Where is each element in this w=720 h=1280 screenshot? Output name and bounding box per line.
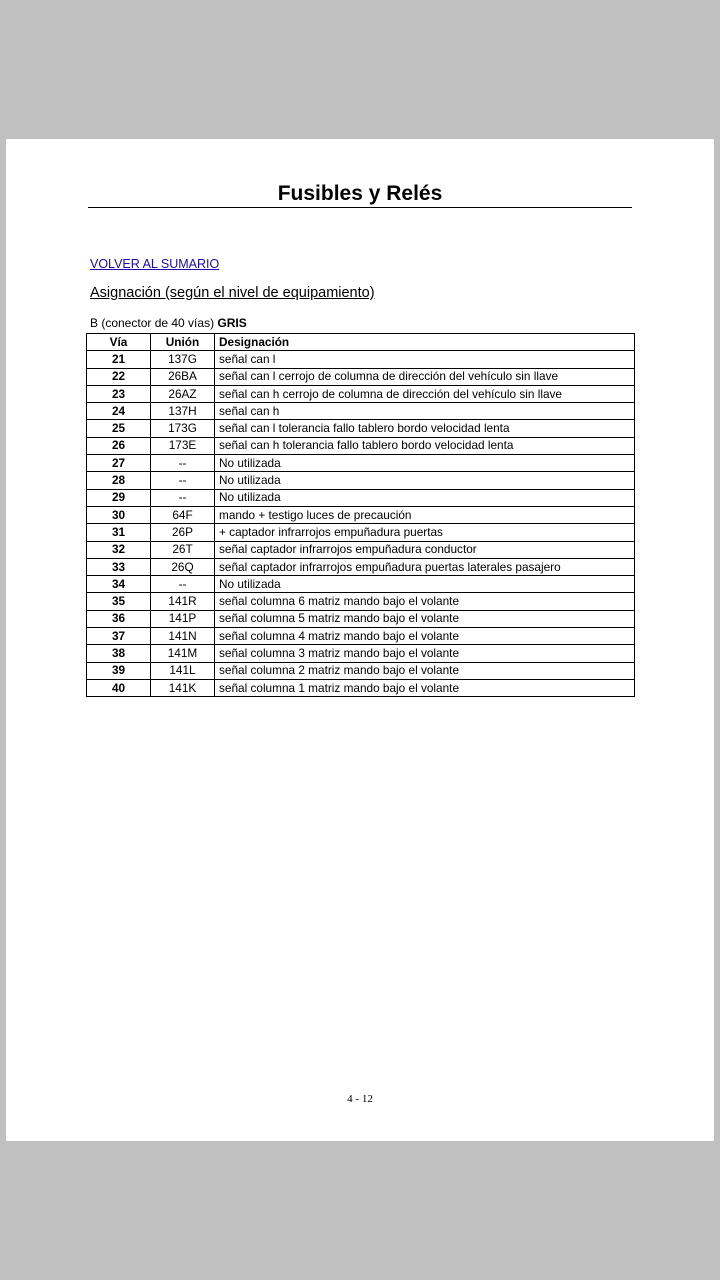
connector-caption-prefix: B (conector de 40 vías) [90, 316, 215, 330]
cell-union: 141K [151, 679, 215, 696]
table-row [87, 558, 635, 575]
cell-designation: señal can h cerrojo de columna de dirección del vehículo sin llave [215, 385, 635, 402]
cell-designation: señal columna 3 matriz mando bajo el volante [215, 645, 635, 662]
cell-via: 23 [87, 385, 151, 402]
cell-designation: señal can l cerrojo de columna de dirección del vehículo sin llave [215, 368, 635, 385]
cell-union: 141R [151, 593, 215, 610]
table-row [87, 679, 635, 696]
cell-designation: señal columna 6 matriz mando bajo el volante [215, 593, 635, 610]
cell-union: 141N [151, 628, 215, 645]
table-row [87, 351, 635, 368]
cell-designation: señal columna 5 matriz mando bajo el volante [215, 610, 635, 627]
table-header-row [87, 334, 635, 351]
table-row [87, 385, 635, 402]
cell-designation: señal columna 2 matriz mando bajo el volante [215, 662, 635, 679]
cell-union: -- [151, 489, 215, 506]
cell-union: 26AZ [151, 385, 215, 402]
connector-color-label: GRIS [217, 316, 247, 330]
cell-via: 29 [87, 489, 151, 506]
table-row [87, 403, 635, 420]
back-to-summary-link[interactable]: VOLVER AL SUMARIO [90, 257, 220, 271]
cell-via: 36 [87, 610, 151, 627]
cell-designation: señal captador infrarrojos empuñadura puertas laterales pasajero [215, 558, 635, 575]
cell-union: -- [151, 455, 215, 472]
document-page [6, 139, 714, 1141]
section-heading: Asignación (según el nivel de equipamiento) [90, 285, 375, 301]
cell-via: 24 [87, 403, 151, 420]
cell-designation: No utilizada [215, 489, 635, 506]
header-via: Vía [87, 334, 151, 351]
table-row [87, 420, 635, 437]
cell-designation: No utilizada [215, 472, 635, 489]
header-designation: Designación [215, 334, 635, 351]
table-row [87, 576, 635, 593]
cell-via: 26 [87, 437, 151, 454]
cell-union: 26BA [151, 368, 215, 385]
cell-via: 27 [87, 455, 151, 472]
cell-via: 21 [87, 351, 151, 368]
cell-designation: No utilizada [215, 455, 635, 472]
cell-designation: + captador infrarrojos empuñadura puertas [215, 524, 635, 541]
table-row [87, 541, 635, 558]
table-row [87, 628, 635, 645]
page-title: Fusibles y Relés [277, 182, 443, 205]
cell-designation: señal can l tolerancia fallo tablero bordo velocidad lenta [215, 420, 635, 437]
connector-caption [90, 316, 247, 330]
table-row [87, 524, 635, 541]
cell-union: -- [151, 472, 215, 489]
table-row [87, 368, 635, 385]
cell-via: 35 [87, 593, 151, 610]
cell-via: 30 [87, 506, 151, 523]
cell-via: 32 [87, 541, 151, 558]
cell-union: -- [151, 576, 215, 593]
cell-via: 37 [87, 628, 151, 645]
cell-union: 141L [151, 662, 215, 679]
cell-via: 25 [87, 420, 151, 437]
header-union: Unión [151, 334, 215, 351]
table-row [87, 455, 635, 472]
cell-designation: señal can h tolerancia fallo tablero bordo velocidad lenta [215, 437, 635, 454]
cell-via: 31 [87, 524, 151, 541]
cell-designation: señal can l [215, 351, 635, 368]
cell-via: 28 [87, 472, 151, 489]
cell-union: 137H [151, 403, 215, 420]
table-row [87, 662, 635, 679]
cell-via: 33 [87, 558, 151, 575]
cell-designation: señal can h [215, 403, 635, 420]
cell-union: 26T [151, 541, 215, 558]
page-number: 4 - 12 [347, 1093, 373, 1105]
cell-designation: señal columna 1 matriz mando bajo el volante [215, 679, 635, 696]
pin-assignment-table [86, 333, 635, 697]
cell-union: 137G [151, 351, 215, 368]
table-row [87, 506, 635, 523]
title-divider [88, 207, 632, 208]
cell-designation: No utilizada [215, 576, 635, 593]
table-row [87, 610, 635, 627]
cell-union: 141M [151, 645, 215, 662]
table-row [87, 593, 635, 610]
cell-union: 141P [151, 610, 215, 627]
cell-via: 39 [87, 662, 151, 679]
cell-union: 173E [151, 437, 215, 454]
cell-designation: señal columna 4 matriz mando bajo el volante [215, 628, 635, 645]
cell-union: 26Q [151, 558, 215, 575]
cell-via: 40 [87, 679, 151, 696]
cell-via: 22 [87, 368, 151, 385]
table-row [87, 645, 635, 662]
table-row [87, 437, 635, 454]
cell-designation: señal captador infrarrojos empuñadura conductor [215, 541, 635, 558]
cell-union: 173G [151, 420, 215, 437]
cell-union: 26P [151, 524, 215, 541]
table-row [87, 472, 635, 489]
cell-via: 34 [87, 576, 151, 593]
cell-via: 38 [87, 645, 151, 662]
cell-designation: mando + testigo luces de precaución [215, 506, 635, 523]
cell-union: 64F [151, 506, 215, 523]
table-row [87, 489, 635, 506]
